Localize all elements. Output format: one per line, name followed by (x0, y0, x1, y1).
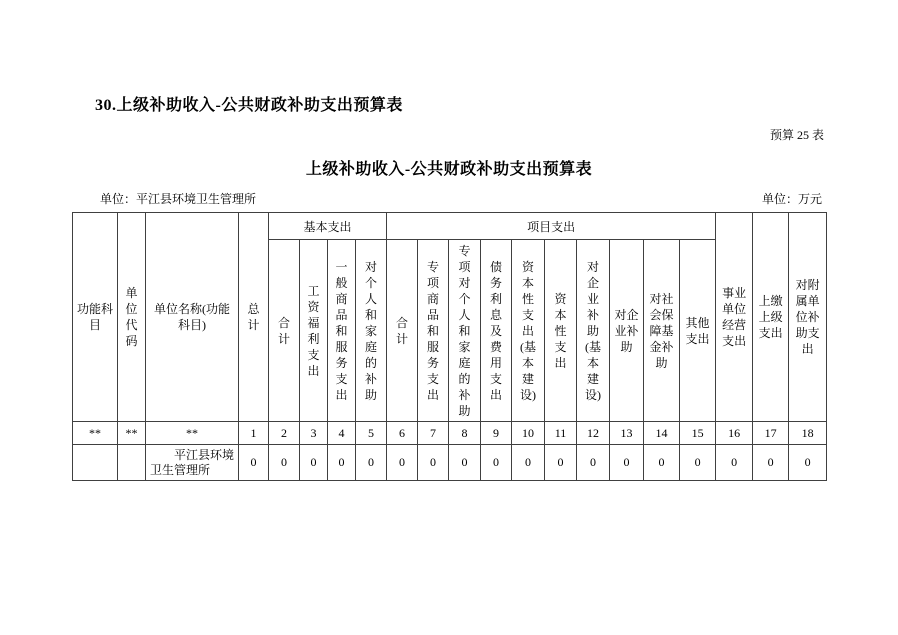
column-number-cell: 3 (300, 422, 328, 445)
table-title: 上级补助收入-公共财政补助支出预算表 (305, 161, 593, 178)
header-label: 一般商品和服务支出 (335, 259, 348, 402)
data-cell: 0 (356, 445, 387, 481)
header-functional-subject (73, 213, 118, 422)
section-heading: 30.上级补助收入-公共财政补助支出预算表 (95, 97, 403, 114)
header-label: 其他支出 (685, 315, 710, 346)
data-cell-functional-subject (73, 445, 118, 481)
header-affiliated-subsidy-expenditure (789, 213, 827, 422)
data-cell: 0 (512, 445, 545, 481)
header-project-total (387, 240, 418, 422)
data-cell: 0 (610, 445, 644, 481)
header-label: 事业单位经营支出 (722, 286, 747, 348)
table-row (73, 445, 827, 481)
header-capital-expenditure-construction (512, 240, 545, 422)
column-number-cell: ** (118, 422, 146, 445)
header-unit-name (146, 213, 239, 422)
data-cell: 0 (545, 445, 577, 481)
header-capital-expenditure (545, 240, 577, 422)
header-label: 工资福利支出 (307, 283, 320, 378)
data-cell: 0 (644, 445, 680, 481)
header-individual-family-subsidy (356, 240, 387, 422)
header-label: 单位代码 (125, 286, 138, 348)
header-social-security-fund-subsidy (644, 240, 680, 422)
column-number-cell: 10 (512, 422, 545, 445)
header-general-goods-services (328, 240, 356, 422)
header-label: 合计 (277, 315, 290, 346)
header-label: 对企业补助(基本建设) (585, 259, 602, 402)
budget-table (72, 212, 827, 481)
header-label: 对个人和家庭的补助 (364, 259, 377, 402)
header-enterprise-subsidy (610, 240, 644, 422)
data-cell: 0 (269, 445, 300, 481)
header-grand-total (239, 213, 269, 422)
data-cell: 0 (418, 445, 449, 481)
column-number-cell: ** (146, 422, 239, 445)
data-cell: 0 (789, 445, 827, 481)
header-label: 功能科目 (76, 302, 113, 332)
header-label: 债务利息及费用支出 (490, 259, 503, 402)
column-number-cell: 9 (481, 422, 512, 445)
header-label: 资本性支出 (554, 291, 567, 370)
header-other-expenditure (680, 240, 716, 422)
header-label: 对附属单位补助支出 (795, 278, 820, 356)
header-basic-expenditure-group: 基本支出 (269, 213, 387, 240)
header-label: 单位名称(功能科目) (154, 302, 230, 332)
column-number-cell: ** (73, 422, 118, 445)
header-wage-welfare (300, 240, 328, 422)
header-operating-expenditure (716, 213, 753, 422)
data-cell: 0 (716, 445, 753, 481)
unit-currency-label: 单位：万元 (761, 192, 822, 206)
data-cell: 0 (449, 445, 481, 481)
unit-name-label: 单位：平江县环境卫生管理所 (100, 192, 257, 206)
header-debt-interest-fees (481, 240, 512, 422)
header-special-goods-services (418, 240, 449, 422)
header-project-expenditure-group: 项目支出 (387, 213, 716, 240)
column-number-cell: 7 (418, 422, 449, 445)
column-number-cell: 17 (753, 422, 789, 445)
header-label: 合计 (396, 315, 409, 346)
units-row (72, 190, 826, 207)
data-cell-unit-name (146, 445, 239, 481)
column-number-cell: 8 (449, 422, 481, 445)
column-number-cell: 14 (644, 422, 680, 445)
data-cell: 0 (753, 445, 789, 481)
header-basic-total (269, 240, 300, 422)
data-cell: 0 (300, 445, 328, 481)
column-number-cell: 2 (269, 422, 300, 445)
header-unit-code (118, 213, 146, 422)
header-label: 总计 (247, 302, 260, 332)
column-number-cell: 6 (387, 422, 418, 445)
data-cell: 0 (328, 445, 356, 481)
header-label: 专项对个人和家庭的补助 (458, 243, 471, 418)
data-cell: 0 (239, 445, 269, 481)
header-label: 对企业补助 (614, 307, 639, 354)
column-number-cell: 16 (716, 422, 753, 445)
header-special-individual-family (449, 240, 481, 422)
header-label: 专项商品和服务支出 (427, 259, 440, 402)
data-cell: 0 (481, 445, 512, 481)
column-number-cell: 15 (680, 422, 716, 445)
column-number-cell: 4 (328, 422, 356, 445)
header-label: 资本性支出(基本建设) (520, 259, 537, 402)
table-number-label: 预算 25 表 (769, 128, 824, 142)
data-cell: 0 (387, 445, 418, 481)
header-label: 上缴上级支出 (758, 294, 783, 340)
unit-name-value: 平江县环境卫生管理所 (150, 447, 235, 477)
column-number-row (73, 422, 827, 445)
data-cell: 0 (680, 445, 716, 481)
column-number-cell: 11 (545, 422, 577, 445)
data-cell: 0 (577, 445, 610, 481)
header-turned-over-expenditure (753, 213, 789, 422)
column-number-cell: 18 (789, 422, 827, 445)
column-number-cell: 13 (610, 422, 644, 445)
column-number-cell: 1 (239, 422, 269, 445)
data-cell-unit-code (118, 445, 146, 481)
column-number-cell: 12 (577, 422, 610, 445)
header-group-row (73, 213, 827, 240)
header-label: 对社会保障基金补助 (649, 291, 674, 370)
column-number-cell: 5 (356, 422, 387, 445)
header-enterprise-subsidy-construction (577, 240, 610, 422)
